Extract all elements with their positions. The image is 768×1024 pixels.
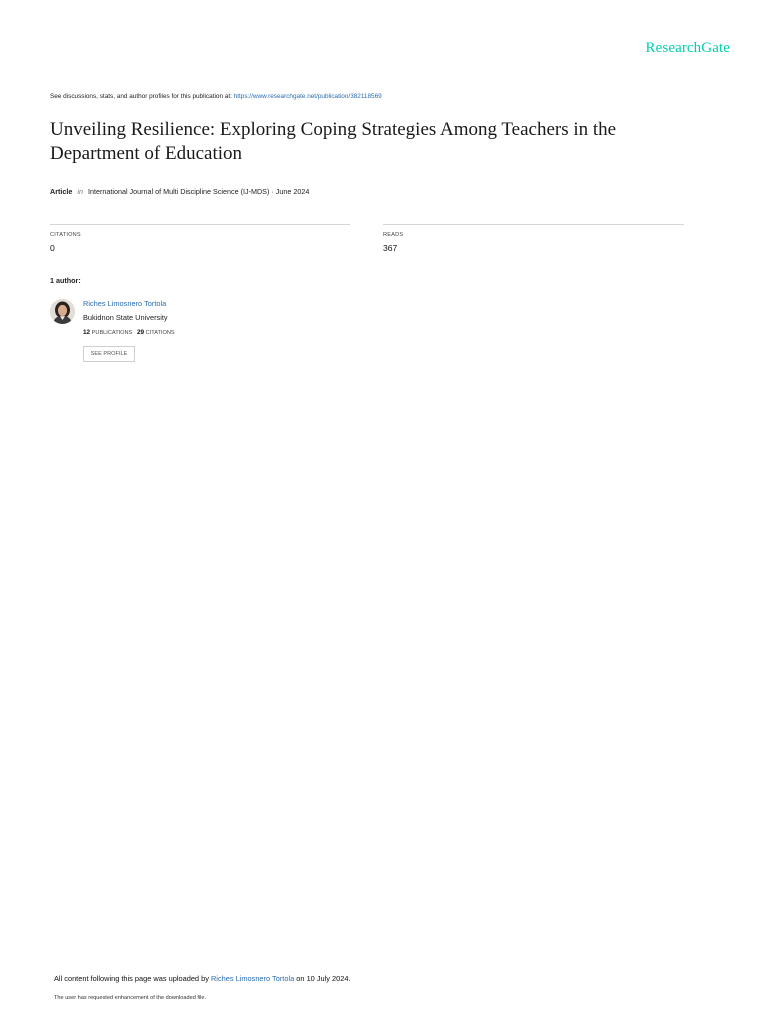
author-publications-count: 12 bbox=[83, 329, 91, 336]
author-avatar[interactable] bbox=[50, 299, 75, 324]
publication-date: June 2024 bbox=[275, 187, 310, 196]
author-citations-label: CITATIONS bbox=[145, 330, 175, 336]
publication-title: Unveiling Resilience: Exploring Coping Strategies Among Teachers in the Department of Education bbox=[50, 119, 617, 164]
reads-label: READS bbox=[383, 232, 404, 238]
citations-value: 0 bbox=[50, 243, 55, 253]
publication-meta bbox=[50, 187, 309, 196]
publication-type: Article bbox=[50, 187, 73, 196]
author-stats bbox=[83, 329, 175, 336]
author-name-link[interactable]: Riches Limosnero Tortola bbox=[83, 299, 167, 308]
see-discussions-line bbox=[50, 93, 382, 100]
researchgate-logo[interactable]: ResearchGate bbox=[645, 40, 730, 56]
journal-name: International Journal of Multi Discipline Science (IJ-MDS) bbox=[87, 187, 270, 196]
author-publications-label: PUBLICATIONS bbox=[91, 330, 133, 336]
author-citations-count: 29 bbox=[136, 329, 145, 336]
avatar-portrait-icon bbox=[50, 299, 75, 324]
upload-prefix: All content following this page was uploaded by bbox=[54, 974, 209, 983]
uploader-link[interactable]: Riches Limosnero Tortola bbox=[210, 974, 295, 983]
authors-heading: 1 author: bbox=[50, 276, 81, 285]
reads-divider bbox=[383, 224, 684, 225]
citations-divider bbox=[50, 224, 350, 225]
citations-label: CITATIONS bbox=[50, 232, 81, 238]
author-institution: Bukidnon State University bbox=[83, 313, 168, 322]
publication-url-link[interactable]: https://www.researchgate.net/publication/382118569 bbox=[233, 93, 382, 100]
upload-note bbox=[54, 974, 351, 983]
reads-value: 367 bbox=[383, 243, 398, 253]
in-label: in bbox=[77, 187, 83, 196]
see-discussions-text: See discussions, stats, and author profiles for this publication at: bbox=[50, 93, 232, 100]
upload-suffix: on 10 July 2024. bbox=[296, 974, 351, 983]
enhancement-note: The user has requested enhancement of the downloaded file. bbox=[54, 995, 207, 1001]
meta-separator: · bbox=[271, 187, 274, 196]
see-profile-button[interactable]: SEE PROFILE bbox=[83, 346, 135, 362]
